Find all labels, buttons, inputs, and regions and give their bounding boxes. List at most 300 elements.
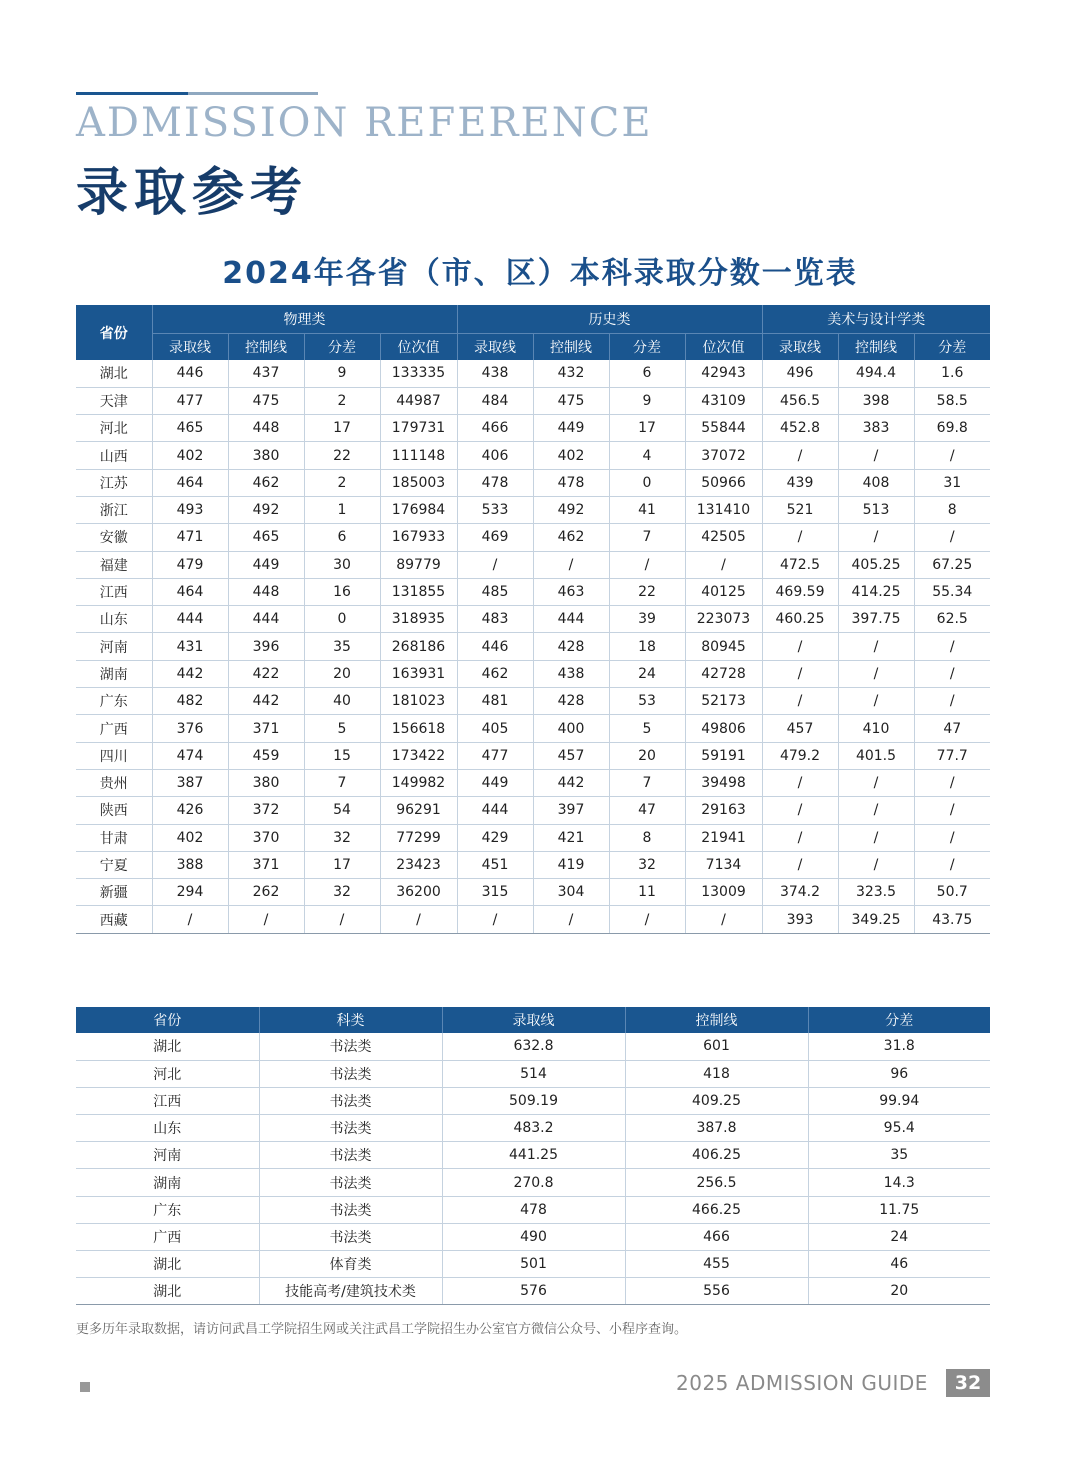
score-cell: 601	[625, 1033, 808, 1060]
footnote: 更多历年录取数据，请访问武昌工学院招生网或关注武昌工学院招生办公室官方微信公众号、小程序查询。	[76, 1322, 688, 1337]
score-cell: 50966	[685, 469, 762, 496]
province-cell: 江西	[76, 1087, 259, 1114]
province-cell: 天津	[76, 387, 152, 414]
score-cell: 444	[152, 606, 228, 633]
score-cell: 449	[228, 551, 304, 578]
special-category-table	[76, 1007, 990, 1305]
score-cell: 406	[457, 442, 533, 469]
score-cell: 418	[625, 1060, 808, 1087]
score-cell: 478	[533, 469, 609, 496]
category-cell: 书法类	[259, 1142, 442, 1169]
score-cell: /	[762, 688, 838, 715]
score-cell: 21941	[685, 824, 762, 851]
score-cell: /	[838, 524, 914, 551]
score-cell: 464	[152, 578, 228, 605]
score-cell: 35	[304, 633, 380, 660]
table-row	[76, 742, 990, 769]
table-row	[76, 906, 990, 933]
table-row	[76, 606, 990, 633]
province-cell: 河北	[76, 415, 152, 442]
score-cell: 576	[442, 1278, 625, 1305]
category-cell: 书法类	[259, 1087, 442, 1114]
table-row	[76, 1087, 990, 1114]
score-cell: 4	[609, 442, 685, 469]
score-cell: 422	[228, 660, 304, 687]
score-cell: 388	[152, 851, 228, 878]
table-row	[76, 851, 990, 878]
category-cell: 书法类	[259, 1033, 442, 1060]
score-cell: 24	[609, 660, 685, 687]
score-cell: 371	[228, 715, 304, 742]
score-cell: 494.4	[838, 360, 914, 387]
score-cell: 294	[152, 879, 228, 906]
score-cell: 371	[228, 851, 304, 878]
province-cell: 湖北	[76, 360, 152, 387]
score-cell: 58.5	[914, 387, 990, 414]
group-header-physics: 物理类	[152, 305, 457, 333]
score-cell: 0	[304, 606, 380, 633]
column-header: 分差	[914, 333, 990, 360]
score-cell: 44987	[380, 387, 457, 414]
score-cell: /	[685, 551, 762, 578]
score-cell: 401.5	[838, 742, 914, 769]
score-cell: 455	[625, 1251, 808, 1278]
score-cell: 397	[533, 797, 609, 824]
category-cell: 书法类	[259, 1196, 442, 1223]
score-cell: 387	[152, 769, 228, 796]
score-cell: 466.25	[625, 1196, 808, 1223]
score-cell: /	[838, 769, 914, 796]
score-cell: 149982	[380, 769, 457, 796]
table-row	[76, 524, 990, 551]
score-cell: /	[762, 633, 838, 660]
score-cell: 29163	[685, 797, 762, 824]
score-cell: 15	[304, 742, 380, 769]
score-cell: 509.19	[442, 1087, 625, 1114]
score-cell: 469.59	[762, 578, 838, 605]
score-cell: /	[762, 442, 838, 469]
score-cell: 14.3	[808, 1169, 990, 1196]
table-row	[76, 551, 990, 578]
score-cell: 62.5	[914, 606, 990, 633]
score-cell: 55844	[685, 415, 762, 442]
score-cell: 77299	[380, 824, 457, 851]
table-row	[76, 633, 990, 660]
score-cell: 475	[228, 387, 304, 414]
score-cell: 452.8	[762, 415, 838, 442]
score-cell: 402	[152, 824, 228, 851]
score-cell: 163931	[380, 660, 457, 687]
score-cell: 490	[442, 1223, 625, 1250]
score-cell: /	[838, 851, 914, 878]
province-cell: 四川	[76, 742, 152, 769]
table-row	[76, 387, 990, 414]
column-header: 录取线	[152, 333, 228, 360]
score-cell: 444	[228, 606, 304, 633]
score-cell: 380	[228, 769, 304, 796]
score-cell: 442	[152, 660, 228, 687]
score-cell: 479	[152, 551, 228, 578]
score-cell: /	[762, 769, 838, 796]
score-cell: 2	[304, 387, 380, 414]
province-cell: 江西	[76, 578, 152, 605]
province-cell: 贵州	[76, 769, 152, 796]
score-cell: 484	[457, 387, 533, 414]
score-cell: 96	[808, 1060, 990, 1087]
score-cell: 37072	[685, 442, 762, 469]
score-cell: 173422	[380, 742, 457, 769]
english-title: ADMISSION REFERENCE	[76, 100, 653, 146]
score-cell: 475	[533, 387, 609, 414]
score-cell: 396	[228, 633, 304, 660]
score-cell: 496	[762, 360, 838, 387]
score-cell: /	[457, 551, 533, 578]
score-cell: 270.8	[442, 1169, 625, 1196]
corner-square-mark	[80, 1382, 90, 1392]
table-row	[76, 1169, 990, 1196]
score-cell: 405	[457, 715, 533, 742]
score-cell: 32	[609, 851, 685, 878]
score-cell: 501	[442, 1251, 625, 1278]
score-cell: 439	[762, 469, 838, 496]
score-cell: 402	[152, 442, 228, 469]
score-cell: 256.5	[625, 1169, 808, 1196]
score-cell: 17	[304, 851, 380, 878]
score-cell: 446	[152, 360, 228, 387]
score-cell: 42505	[685, 524, 762, 551]
column-header: 分差	[808, 1007, 990, 1033]
table-row	[76, 360, 990, 387]
score-cell: 11.75	[808, 1196, 990, 1223]
score-cell: 133335	[380, 360, 457, 387]
score-cell: /	[914, 442, 990, 469]
table-row	[76, 715, 990, 742]
table-row	[76, 824, 990, 851]
score-cell: 438	[457, 360, 533, 387]
table-row	[76, 469, 990, 496]
score-cell: 521	[762, 496, 838, 523]
score-cell: 410	[838, 715, 914, 742]
table-row	[76, 1278, 990, 1305]
score-cell: /	[838, 442, 914, 469]
score-cell: 478	[457, 469, 533, 496]
score-cell: 463	[533, 578, 609, 605]
score-cell: 477	[152, 387, 228, 414]
score-cell: 67.25	[914, 551, 990, 578]
score-cell: 485	[457, 578, 533, 605]
column-header: 位次值	[380, 333, 457, 360]
score-cell: 483.2	[442, 1115, 625, 1142]
score-cell: 349.25	[838, 906, 914, 933]
score-cell: /	[914, 797, 990, 824]
score-cell: 131855	[380, 578, 457, 605]
column-header: 位次值	[685, 333, 762, 360]
score-cell: 31.8	[808, 1033, 990, 1060]
score-cell: 464	[152, 469, 228, 496]
province-cell: 新疆	[76, 879, 152, 906]
score-cell: 457	[762, 715, 838, 742]
score-cell: 426	[152, 797, 228, 824]
score-cell: 6	[609, 360, 685, 387]
score-cell: 52173	[685, 688, 762, 715]
score-cell: /	[380, 906, 457, 933]
score-cell: /	[152, 906, 228, 933]
score-cell: 409.25	[625, 1087, 808, 1114]
province-cell: 湖北	[76, 1251, 259, 1278]
score-cell: 31	[914, 469, 990, 496]
column-header: 科类	[259, 1007, 442, 1033]
score-cell: /	[838, 660, 914, 687]
score-cell: /	[609, 906, 685, 933]
score-cell: 421	[533, 824, 609, 851]
score-cell: 304	[533, 879, 609, 906]
table-row	[76, 1251, 990, 1278]
score-cell: 492	[533, 496, 609, 523]
score-cell: 374.2	[762, 879, 838, 906]
score-cell: 7	[304, 769, 380, 796]
score-cell: 457	[533, 742, 609, 769]
score-cell: 387.8	[625, 1115, 808, 1142]
score-cell: 474	[152, 742, 228, 769]
score-cell: 370	[228, 824, 304, 851]
score-cell: 466	[457, 415, 533, 442]
score-cell: 7134	[685, 851, 762, 878]
table-row	[76, 578, 990, 605]
score-cell: 77.7	[914, 742, 990, 769]
table-row	[76, 769, 990, 796]
score-cell: 431	[152, 633, 228, 660]
table-row	[76, 797, 990, 824]
guide-footer-text: 2025 ADMISSION GUIDE	[676, 1371, 928, 1395]
score-cell: 462	[228, 469, 304, 496]
score-cell: 419	[533, 851, 609, 878]
score-cell: 448	[228, 578, 304, 605]
score-cell: 36200	[380, 879, 457, 906]
score-cell: 441.25	[442, 1142, 625, 1169]
score-cell: 449	[457, 769, 533, 796]
column-header: 分差	[609, 333, 685, 360]
province-cell: 陕西	[76, 797, 152, 824]
chinese-title: 录取参考	[76, 163, 309, 223]
province-cell: 河南	[76, 633, 152, 660]
score-cell: 514	[442, 1060, 625, 1087]
province-cell: 广东	[76, 688, 152, 715]
province-cell: 山西	[76, 442, 152, 469]
score-cell: /	[838, 824, 914, 851]
score-cell: 479.2	[762, 742, 838, 769]
score-cell: 376	[152, 715, 228, 742]
score-cell: 465	[228, 524, 304, 551]
score-cell: 397.75	[838, 606, 914, 633]
score-cell: 268186	[380, 633, 457, 660]
score-cell: /	[228, 906, 304, 933]
score-cell: 1	[304, 496, 380, 523]
score-cell: 47	[914, 715, 990, 742]
score-cell: 315	[457, 879, 533, 906]
column-header: 控制线	[625, 1007, 808, 1033]
score-cell: 2	[304, 469, 380, 496]
score-cell: 95.4	[808, 1115, 990, 1142]
score-cell: 20	[808, 1278, 990, 1305]
table-row	[76, 1033, 990, 1060]
score-cell: 414.25	[838, 578, 914, 605]
header-rule-accent	[76, 92, 188, 95]
score-cell: 54	[304, 797, 380, 824]
score-cell: 444	[457, 797, 533, 824]
province-cell: 广西	[76, 715, 152, 742]
score-cell: 24	[808, 1223, 990, 1250]
score-cell: 20	[609, 742, 685, 769]
score-cell: 460.25	[762, 606, 838, 633]
score-cell: 462	[457, 660, 533, 687]
score-cell: /	[914, 633, 990, 660]
score-cell: /	[533, 551, 609, 578]
province-cell: 广西	[76, 1223, 259, 1250]
score-cell: 42728	[685, 660, 762, 687]
score-cell: /	[762, 824, 838, 851]
score-cell: /	[762, 524, 838, 551]
score-cell: 429	[457, 824, 533, 851]
category-cell: 体育类	[259, 1251, 442, 1278]
score-cell: 32	[304, 824, 380, 851]
score-cell: /	[762, 797, 838, 824]
score-cell: 483	[457, 606, 533, 633]
score-cell: 393	[762, 906, 838, 933]
score-cell: 16	[304, 578, 380, 605]
score-cell: 55.34	[914, 578, 990, 605]
score-cell: 32	[304, 879, 380, 906]
score-cell: 40125	[685, 578, 762, 605]
table-row	[76, 415, 990, 442]
score-cell: 46	[808, 1251, 990, 1278]
score-cell: 462	[533, 524, 609, 551]
score-cell: 6	[304, 524, 380, 551]
score-cell: 449	[533, 415, 609, 442]
score-cell: 7	[609, 524, 685, 551]
score-cell: 13009	[685, 879, 762, 906]
score-cell: 185003	[380, 469, 457, 496]
column-header: 录取线	[762, 333, 838, 360]
score-cell: 465	[152, 415, 228, 442]
score-cell: 406.25	[625, 1142, 808, 1169]
category-cell: 书法类	[259, 1223, 442, 1250]
score-cell: 533	[457, 496, 533, 523]
province-cell: 安徽	[76, 524, 152, 551]
score-cell: 492	[228, 496, 304, 523]
province-cell: 福建	[76, 551, 152, 578]
score-cell: 39498	[685, 769, 762, 796]
score-cell: 1.6	[914, 360, 990, 387]
score-cell: 5	[609, 715, 685, 742]
score-cell: /	[838, 797, 914, 824]
score-cell: 53	[609, 688, 685, 715]
score-cell: 408	[838, 469, 914, 496]
table-row	[76, 1115, 990, 1142]
score-cell: 318935	[380, 606, 457, 633]
score-cell: 0	[609, 469, 685, 496]
score-cell: 466	[625, 1223, 808, 1250]
score-cell: 179731	[380, 415, 457, 442]
table-row	[76, 688, 990, 715]
score-cell: 432	[533, 360, 609, 387]
score-cell: 438	[533, 660, 609, 687]
province-cell: 湖南	[76, 1169, 259, 1196]
score-cell: 442	[533, 769, 609, 796]
score-cell: 42943	[685, 360, 762, 387]
score-cell: 156618	[380, 715, 457, 742]
score-cell: 383	[838, 415, 914, 442]
score-cell: 50.7	[914, 879, 990, 906]
score-cell: 176984	[380, 496, 457, 523]
category-cell: 书法类	[259, 1115, 442, 1142]
score-cell: 456.5	[762, 387, 838, 414]
admission-score-table	[76, 305, 990, 934]
score-cell: 167933	[380, 524, 457, 551]
score-cell: 9	[609, 387, 685, 414]
score-cell: 39	[609, 606, 685, 633]
province-cell: 山东	[76, 606, 152, 633]
score-cell: 43109	[685, 387, 762, 414]
score-cell: 380	[228, 442, 304, 469]
column-header: 省份	[76, 1007, 259, 1033]
province-cell: 广东	[76, 1196, 259, 1223]
column-header: 控制线	[533, 333, 609, 360]
score-cell: 478	[442, 1196, 625, 1223]
score-cell: 17	[609, 415, 685, 442]
score-cell: 8	[609, 824, 685, 851]
score-cell: 43.75	[914, 906, 990, 933]
column-header: 录取线	[442, 1007, 625, 1033]
score-cell: 9	[304, 360, 380, 387]
score-cell: /	[914, 688, 990, 715]
score-cell: 632.8	[442, 1033, 625, 1060]
score-cell: 41	[609, 496, 685, 523]
province-cell: 江苏	[76, 469, 152, 496]
score-cell: 5	[304, 715, 380, 742]
table-row	[76, 660, 990, 687]
province-cell: 宁夏	[76, 851, 152, 878]
province-cell: 西藏	[76, 906, 152, 933]
score-cell: /	[762, 851, 838, 878]
score-cell: /	[838, 633, 914, 660]
category-cell: 书法类	[259, 1060, 442, 1087]
score-cell: 400	[533, 715, 609, 742]
province-cell: 山东	[76, 1115, 259, 1142]
province-cell: 湖南	[76, 660, 152, 687]
score-cell: 428	[533, 688, 609, 715]
score-cell: 223073	[685, 606, 762, 633]
table-row	[76, 496, 990, 523]
score-cell: /	[838, 688, 914, 715]
score-cell: 47	[609, 797, 685, 824]
score-cell: /	[914, 851, 990, 878]
group-header-history: 历史类	[457, 305, 762, 333]
header-province: 省份	[76, 305, 152, 360]
score-cell: 22	[609, 578, 685, 605]
score-cell: /	[914, 824, 990, 851]
score-cell: /	[457, 906, 533, 933]
score-cell: 8	[914, 496, 990, 523]
score-cell: 469	[457, 524, 533, 551]
score-cell: 405.25	[838, 551, 914, 578]
score-cell: 49806	[685, 715, 762, 742]
group-header-art-design: 美术与设计学类	[762, 305, 990, 333]
province-cell: 湖北	[76, 1033, 259, 1060]
score-cell: 472.5	[762, 551, 838, 578]
score-cell: 448	[228, 415, 304, 442]
score-cell: 80945	[685, 633, 762, 660]
score-cell: 477	[457, 742, 533, 769]
